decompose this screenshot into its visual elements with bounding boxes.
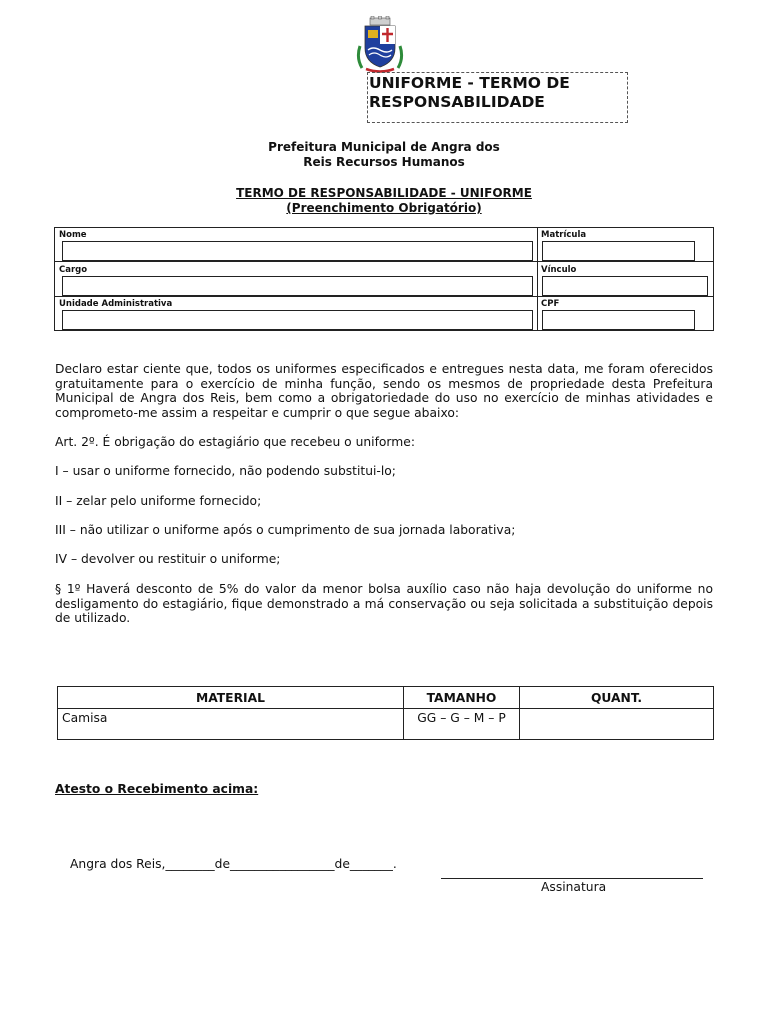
col-header-quant: QUANT. xyxy=(520,687,714,709)
cargo-label: Cargo xyxy=(59,265,88,275)
document-heading xyxy=(0,186,768,216)
signature-label: Assinatura xyxy=(541,880,607,894)
obligation-item-2: II – zelar pelo uniforme fornecido; xyxy=(55,494,262,508)
form-row-divider xyxy=(55,296,713,297)
cargo-field[interactable] xyxy=(62,276,533,296)
declaration-paragraph: Declaro estar ciente que, todos os uniformes especificados e entregues nesta data, me foram oferecidos gratuitamente para o exercício de minha função, sendo os mesmos de propriedade desta Prefeitura Municipal de Angra dos Reis, bem como a obrigatoriedade do uso no exercício de minhas atividades e comprometo-me assim a respeitar e cumprir o que segue abaixo: xyxy=(55,362,713,420)
form-column-divider xyxy=(537,228,538,330)
form-row-divider xyxy=(55,261,713,262)
article-text: Art. 2º. É obrigação do estagiário que recebeu o uniforme: xyxy=(55,435,415,449)
doc-title: TERMO DE RESPONSABILIDADE - UNIFORME xyxy=(236,186,532,200)
material-cell: Camisa xyxy=(58,709,404,740)
title-line-1: UNIFORME - TERMO DE xyxy=(369,74,570,92)
place-date-line: Angra dos Reis,________de_________________de_______. xyxy=(70,857,397,871)
org-line-2: Reis Recursos Humanos xyxy=(303,155,465,169)
org-line-1: Prefeitura Municipal de Angra dos xyxy=(268,140,500,154)
organization-heading xyxy=(0,140,768,170)
unidade-label: Unidade Administrativa xyxy=(59,299,173,309)
vinculo-label: Vínculo xyxy=(541,265,577,275)
quant-cell[interactable] xyxy=(520,709,714,740)
title-line-2: RESPONSABILIDADE xyxy=(369,93,545,111)
nome-label: Nome xyxy=(59,230,87,240)
material-table xyxy=(57,686,714,740)
obligation-item-4: IV – devolver ou restituir o uniforme; xyxy=(55,552,281,566)
table-header-row xyxy=(58,687,714,709)
receipt-attestation: Atesto o Recebimento acima: xyxy=(55,782,259,796)
document-title-box xyxy=(367,72,628,123)
matricula-field[interactable] xyxy=(542,241,695,261)
tamanho-cell: GG – G – M – P xyxy=(404,709,520,740)
doc-subtitle: (Preenchimento Obrigatório) xyxy=(286,201,482,215)
discount-paragraph: § 1º Haverá desconto de 5% do valor da menor bolsa auxílio caso não haja devolução do uniforme no desligamento do estagiário, fique demonstrado a má conservação ou seja solicitada a substituição depois de utilizado. xyxy=(55,582,713,625)
matricula-label: Matrícula xyxy=(541,230,587,240)
unidade-field[interactable] xyxy=(62,310,533,330)
obligation-item-3: III – não utilizar o uniforme após o cumprimento de sua jornada laborativa; xyxy=(55,523,516,537)
identification-form xyxy=(54,227,714,331)
cpf-label: CPF xyxy=(541,299,560,309)
municipal-crest-logo xyxy=(356,16,404,74)
obligation-item-1: I – usar o uniforme fornecido, não podendo substitui-lo; xyxy=(55,464,396,478)
col-header-tamanho: TAMANHO xyxy=(404,687,520,709)
vinculo-field[interactable] xyxy=(542,276,708,296)
cpf-field[interactable] xyxy=(542,310,695,330)
signature-line xyxy=(441,878,703,879)
nome-field[interactable] xyxy=(62,241,533,261)
table-row xyxy=(58,709,714,740)
col-header-material: MATERIAL xyxy=(58,687,404,709)
